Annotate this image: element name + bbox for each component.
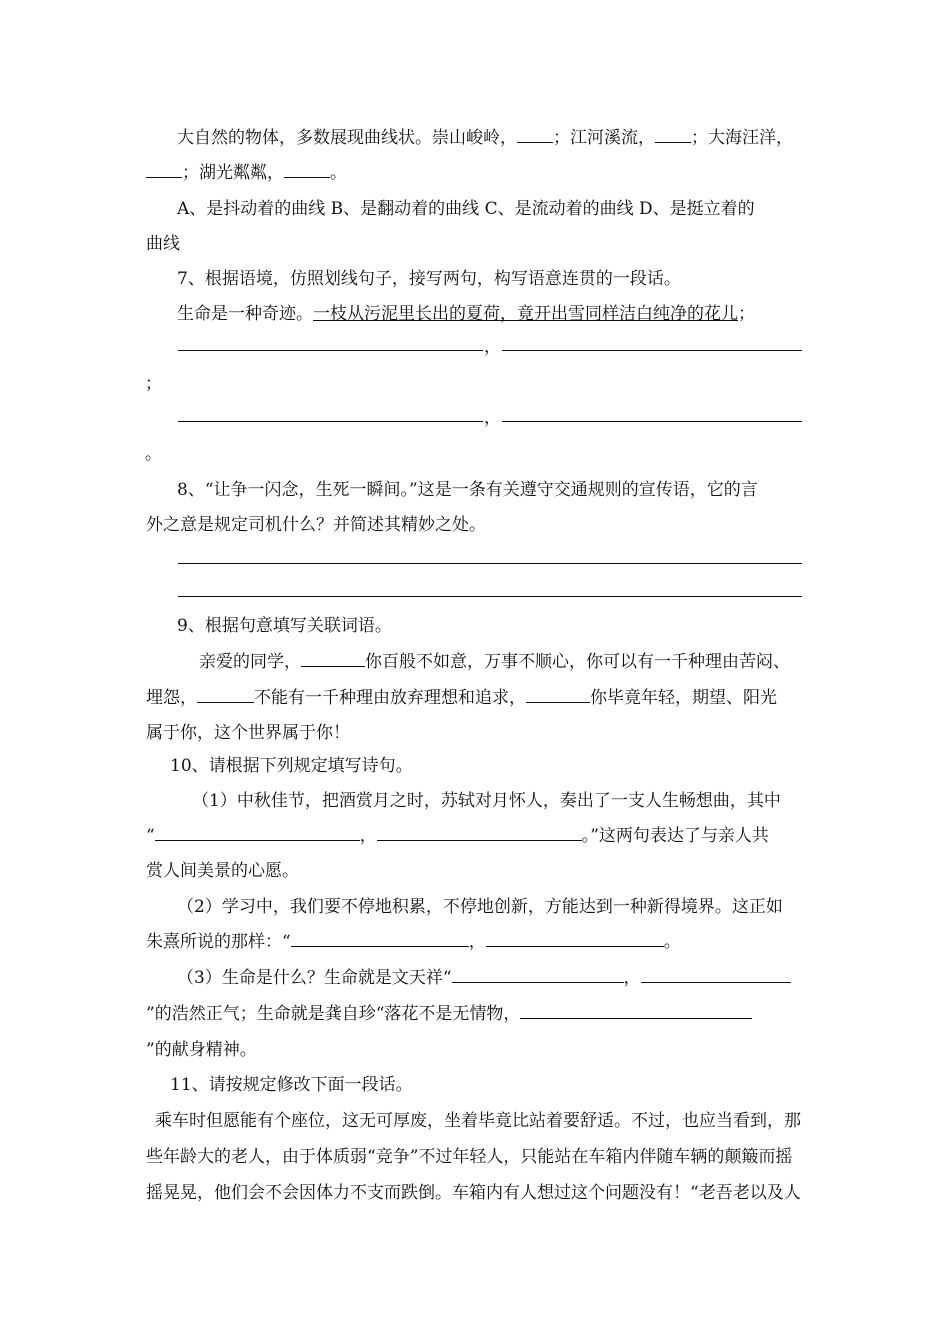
answer-blank[interactable] [377,824,582,841]
answer-line[interactable] [502,350,802,351]
q9-prompt: 9、根据句意填写关联词语。 [177,616,392,636]
q7-example: 生命是一种奇迹。一枝从污泥里长出的夏荷，竟开出雪同样洁白纯净的花儿； [177,304,755,324]
q9-line-3: 属于你，这个世界属于你！ [146,723,350,743]
answer-blank[interactable] [517,126,553,143]
answer-blank[interactable] [284,161,330,178]
answer-blank[interactable] [291,930,469,947]
answer-blank[interactable] [641,966,791,983]
q9-line-2: 埋怨， 不能有一千种理由放弃理想和追求， 你毕竟年轻，期望、阳光 [146,688,777,708]
q10-part3-line1: （3）生命是什么？生命就是文天祥“ ， [177,966,791,990]
answer-blank[interactable] [520,1002,752,1019]
q6-options-cont: 曲线 [146,234,180,254]
q10-part3-line2: ”的浩然正气；生命就是龚自珍“落花不是无情物， [146,1002,752,1026]
q8-line-2: 外之意是规定司机什么？并简述其精妙之处。 [146,515,486,535]
q6-line-2: ；湖光粼粼， 。 [146,161,347,185]
q11-prompt: 11、请按规定修改下面一段话。 [170,1075,413,1095]
q11-line-1: 乘车时但愿能有个座位，这无可厚废，坐着毕竟比站着要舒适。不过，也应当看到，那 [155,1111,801,1131]
q6-options: A、是抖动着的曲线 B、是翻动着的曲线 C、是流动着的曲线 D、是挺立着的 [177,199,755,219]
q10-part1-line1: （1）中秋佳节，把酒赏月之时，苏轼对月怀人，奏出了一支人生畅想曲，其中 [192,791,781,811]
q11-line-2: 些年龄大的老人，由于体质弱“竞争”不过年轻人，只能站在车箱内伴随车辆的颠簸而摇 [146,1147,793,1167]
answer-line[interactable] [178,596,802,597]
answer-blank[interactable] [452,966,624,983]
q9-line-1: 亲爱的同学， 你百般不如意，万事不顺心，你可以有一千种理由苦闷、 [199,652,790,672]
q10-part2-line1: （2）学习中，我们要不停地积累，不停地创新，方能达到一种新得境界。这正如 [177,897,783,917]
answer-blank[interactable] [155,824,360,841]
answer-blank[interactable] [526,686,590,703]
q10-part1-line2: “ ， 。”这两句表达了与亲人共 [146,826,769,846]
answer-line[interactable] [178,563,802,564]
q10-part1-line3: 赏人间美景的心愿。 [146,861,299,881]
answer-blank[interactable] [486,930,664,947]
answer-line[interactable] [178,421,483,422]
underlined-sentence: 一枝从污泥里长出的夏荷，竟开出雪同样洁白纯净的花儿 [313,304,738,324]
answer-line[interactable] [502,421,802,422]
answer-blank[interactable] [655,126,691,143]
document-page: 大自然的物体，多数展现曲线状。崇山峻岭， ；江河溪流， ；大海汪洋， ；湖光粼粼， 。 A、是抖动着的曲线 B、是翻动着的曲线 C、是流动着的曲线 D、是挺立着的 曲线 7、根据语境，仿照划线句子，接写两句，构写语意连贯的一段话。 生命是一种奇迹。一枝从污泥里长出的夏荷，竟开出雪同样洁白纯净的花儿； ， ； ， 。 8、“让争一闪念，生死一瞬间。”这是一条有关遵守交通规则的宣传语，它的言 外之意是规定司机什么？并简述其精妙之处。 9、根据句意填写关联词语。 亲爱的同学， 你百般不如意，万事不顺心，你可以有一千种理由苦闷、 埋怨， 不能有一千种理由放弃理想和追求， 你毕竟年轻，期望、阳光 属于你，这个世界属于你！ 10、请根据下列规定填写诗句。 （1）中秋佳节，把酒赏月之时，苏轼对月怀人，奏出了一支人生畅想曲，其中 “ ， 。”这两句表达了与亲人共 赏人间美景的心愿。 （2）学习中，我们要不停地积累，不停地创新，方能达到一种新得境界。这正如 朱熹所说的那样：“ ， 。 （3）生命是什么？生命就是文天祥“ ， ”的浩然正气；生命就是龚自珍“落花不是无情物， ”的献身精神。 11、请按规定修改下面一段话。 乘车时但愿能有个座位，这无可厚废，坐着毕竟比站着要舒适。不过，也应当看到，那 些年龄大的老人，由于体质弱“竞争”不过年轻人，只能站在车箱内伴随车辆的颠簸而摇 摇晃晃，他们会不会因体力不支而跌倒。车箱内有人想过这个问题没有！“老吾老以及人 [145,128,801,1203]
q11-line-3: 摇晃晃，他们会不会因体力不支而跌倒。车箱内有人想过这个问题没有！“老吾老以及人 [146,1183,801,1203]
answer-line[interactable] [178,350,483,351]
answer-blank[interactable] [197,686,254,703]
answer-blank[interactable] [301,650,365,667]
q10-part3-line3: ”的献身精神。 [146,1040,257,1060]
q10-part2-line2: 朱熹所说的那样：“ ， 。 [146,932,681,952]
answer-blank[interactable] [146,161,182,178]
q8-line-1: 8、“让争一闪念，生死一瞬间。”这是一条有关遵守交通规则的宣传语，它的言 [177,480,758,500]
q10-prompt: 10、请根据下列规定填写诗句。 [170,756,413,776]
q7-prompt: 7、根据语境，仿照划线句子，接写两句，构写语意连贯的一段话。 [177,269,681,289]
q6-line-1: 大自然的物体，多数展现曲线状。崇山峻岭， ；江河溪流， ；大海汪洋， [177,128,793,148]
